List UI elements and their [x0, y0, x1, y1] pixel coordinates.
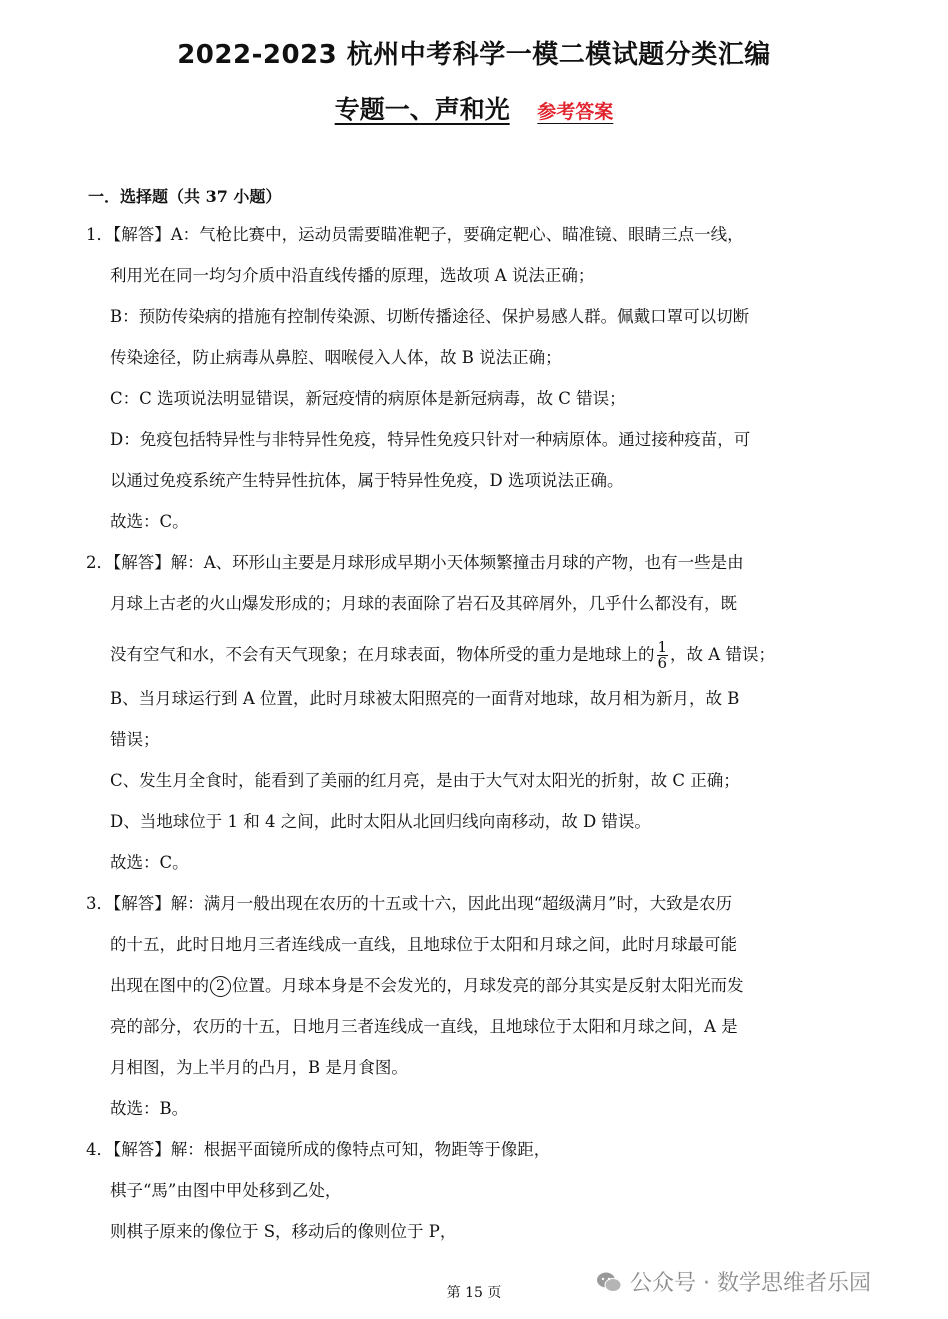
document-title: 2022-2023 杭州中考科学一模二模试题分类汇编 [177, 40, 771, 70]
q2-answer: 故选：C。 [110, 853, 189, 872]
q3-line-2: 的十五，此时日地月三者连线成一直线，且地球位于太阳和月球之间，此时月球最可能 [110, 935, 737, 954]
q2-line-2: 月球上古老的火山爆发形成的；月球的表面除了岩石及其碎屑外，几乎什么都没有，既 [110, 594, 737, 613]
q2-line-1: 2．【解答】解：A、环形山主要是月球形成早期小天体频繁撞击月球的产物，也有一些是由 [86, 553, 744, 572]
q2-line-3-text-a: 没有空气和水，不会有天气现象；在月球表面，物体所受的重力是地球上的 [110, 645, 655, 664]
q3-line-4: 亮的部分，农历的十五，日地月三者连线成一直线，且地球位于太阳和月球之间，A 是 [110, 1017, 738, 1036]
q1-line-1: 1．【解答】A：气枪比赛中，运动员需要瞄准靶子，要确定靶心、瞄准镜、眼睛三点一线， [86, 225, 744, 244]
section-heading: 一．选择题（共 37 小题） [88, 187, 282, 206]
q1-line-6: D：免疫包括特异性与非特异性免疫，特异性免疫只针对一种病原体。通过接种疫苗，可 [110, 430, 751, 449]
q3-line-5: 月相图，为上半月的凸月，B 是月食图。 [110, 1058, 408, 1077]
q2-line-6: C、发生月全食时，能看到了美丽的红月亮，是由于大气对太阳光的折射，故 C 正确； [110, 771, 740, 790]
q2-line-4: B、当月球运行到 A 位置，此时月球被太阳照亮的一面背对地球，故月相为新月，故 B [110, 689, 740, 708]
watermark-text: 公众号 · 数学思维者乐园 [630, 1271, 871, 1296]
q3-line-3-text-a: 出现在图中的 [110, 976, 209, 995]
q1-line-5: C：C 选项说法明显错误，新冠疫情的病原体是新冠病毒，故 C 错误； [110, 389, 626, 408]
fraction-denominator: 6 [657, 654, 668, 672]
q1-answer: 故选：C。 [110, 512, 189, 531]
q4-line-3: 则棋子原来的像位于 S，移动后的像则位于 P， [110, 1222, 457, 1241]
q2-line-3 [110, 640, 775, 671]
q2-line-3-text-b: ，故 A 错误； [670, 645, 775, 664]
fraction-one-sixth [657, 640, 669, 671]
q1-line-2: 利用光在同一均匀介质中沿直线传播的原理，选故项 A 说法正确； [110, 266, 595, 285]
topic-title: 专题一、声和光 [334, 95, 510, 124]
q1-line-3: B：预防传染病的措施有控制传染源、切断传播途径、保护易感人群。佩戴口罩可以切断 [110, 307, 750, 326]
q3-line-3-text-b: 位置。月球本身是不会发光的，月球发亮的部分其实是反射太阳光而发 [232, 976, 744, 995]
q1-line-7: 以通过免疫系统产生特异性抗体，属于特异性免疫，D 选项说法正确。 [110, 471, 624, 490]
q1-line-4: 传染途径，防止病毒从鼻腔、咽喉侵入人体，故 B 说法正确； [110, 348, 562, 367]
q3-answer: 故选：B。 [110, 1099, 189, 1118]
q2-line-5: 错误； [110, 730, 160, 749]
document-subtitle [0, 90, 948, 126]
answer-label: 参考答案 [537, 101, 614, 123]
circled-number: 2 [210, 976, 231, 997]
q3-line-1: 3．【解答】解：满月一般出现在农历的十五或十六，因此出现“超级满月”时，大致是农历 [86, 894, 733, 913]
q4-line-2: 棋子“馬”由图中甲处移到乙处， [110, 1181, 342, 1200]
q2-line-7: D、当地球位于 1 和 4 之间，此时太阳从北回归线向南移动，故 D 错误。 [110, 812, 651, 831]
q4-line-1: 4．【解答】解：根据平面镜所成的像特点可知，物距等于像距， [86, 1140, 551, 1159]
fraction-numerator: 1 [657, 638, 668, 656]
page-number: 第 15 页 [446, 1285, 502, 1301]
q3-line-3 [110, 974, 744, 998]
